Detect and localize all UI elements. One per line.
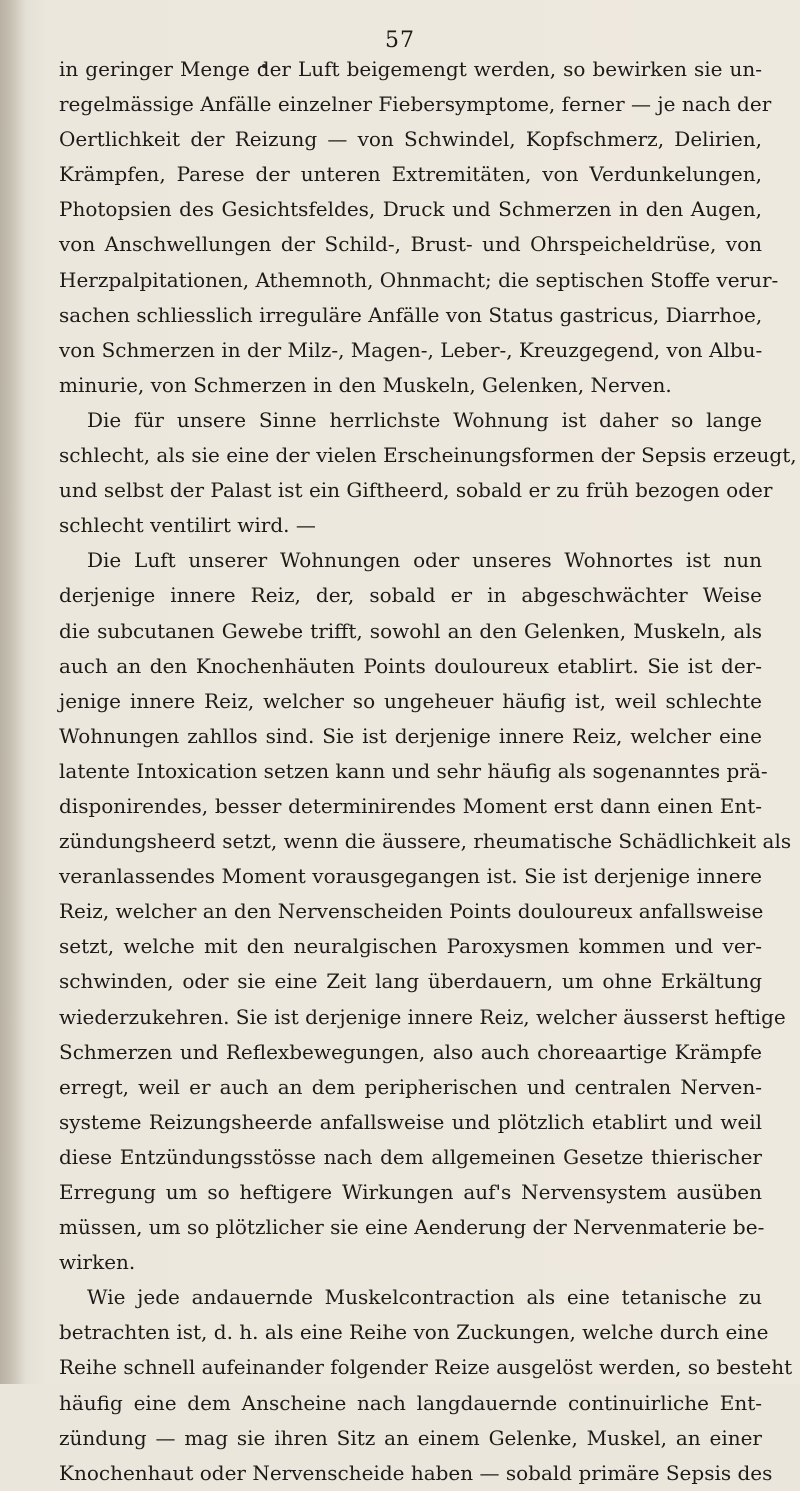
text-line: latente Intoxication setzen kann und sehr häufig als sogenanntes prä-	[59, 758, 768, 783]
text-line: disponirendes, besser determinirendes Moment erst dann einen Ent-	[59, 793, 762, 818]
page-number: 57	[385, 28, 415, 53]
text-line: diese Entzündungsstösse nach dem allgemeinen Gesetze thierischer	[59, 1144, 762, 1169]
paragraph-start-line: Die Luft unserer Wohnungen oder unseres Wohnortes ist nun	[87, 548, 762, 573]
paragraph-start-line: Wie jede andauernde Muskelcontraction als eine tetanische zu	[87, 1285, 762, 1310]
text-line: in geringer Menge der Luft beigemengt werden, so bewirken sie un-	[59, 57, 762, 81]
text-line: minurie, von Schmerzen in den Muskeln, Gelenken, Nerven.	[59, 372, 672, 397]
text-line: häufig eine dem Anscheine nach langdauernde continuirliche Ent-	[59, 1390, 762, 1415]
text-line: von Schmerzen in der Milz-, Magen-, Leber-, Kreuzgegend, von Albu-	[59, 337, 763, 362]
text-line: zündung — mag sie ihren Sitz an einem Gelenke, Muskel, an einer	[59, 1425, 762, 1450]
text-line: schwinden, oder sie eine Zeit lang überdauern, um ohne Erkältung	[59, 969, 762, 994]
text-line: Wohnungen zahllos sind. Sie ist derjenige innere Reiz, welcher eine	[59, 723, 762, 748]
text-line: und selbst der Palast ist ein Giftheerd, sobald er zu früh bezogen oder	[59, 478, 773, 503]
text-line: regelmässige Anfälle einzelner Fiebersymptome, ferner — je nach der	[59, 92, 772, 117]
text-line: Herzpalpitationen, Athemnoth, Ohnmacht; die septischen Stoffe verur-	[59, 267, 779, 292]
text-line: schlecht, als sie eine der vielen Erscheinungsformen der Sepsis erzeugt,	[59, 443, 797, 468]
page-gutter-shadow	[0, 0, 26, 1384]
text-line: Erregung um so heftigere Wirkungen auf's Nervensystem ausüben	[59, 1180, 762, 1204]
text-line: Oertlichkeit der Reizung — von Schwindel, Kopfschmerz, Delirien,	[59, 127, 762, 152]
text-line: systeme Reizungsheerde anfallsweise und plötzlich etablirt und weil	[59, 1109, 762, 1134]
text-line: jenige innere Reiz, welcher so ungeheuer häufig ist, weil schlechte	[59, 688, 762, 713]
text-line: auch an den Knochenhäuten Points douloureux etablirt. Sie ist der-	[59, 653, 762, 678]
text-line: die subcutanen Gewebe trifft, sowohl an den Gelenken, Muskeln, als	[59, 618, 762, 643]
text-line: betrachten ist, d. h. als eine Reihe von Zuckungen, welche durch eine	[59, 1320, 769, 1345]
text-line: Reiz, welcher an den Nervenscheiden Points douloureux anfallsweise	[59, 899, 764, 924]
text-line: müssen, um so plötzlicher sie eine Aenderung der Nervenmaterie be-	[59, 1215, 765, 1240]
text-line: wirken.	[59, 1250, 136, 1275]
text-line: von Anschwellungen der Schild-, Brust- und Ohrspeicheldrüse, von	[59, 232, 762, 257]
text-line: schlecht ventilirt wird. —	[59, 513, 316, 538]
text-line: veranlassendes Moment vorausgegangen ist. Sie ist derjenige innere	[59, 864, 762, 889]
paragraph-start-line: Die für unsere Sinne herrlichste Wohnung ist daher so lange	[87, 407, 762, 432]
text-line: erregt, weil er auch an dem peripherischen und centralen Nerven-	[59, 1074, 762, 1099]
body-text	[59, 52, 797, 1491]
text-line: Krämpfen, Parese der unteren Extremitäten, von Verdunkelungen,	[59, 162, 762, 187]
text-line: setzt, welche mit den neuralgischen Paroxysmen kommen und ver-	[59, 934, 762, 959]
text-line: wiederzukehren. Sie ist derjenige innere Reiz, welcher äusserst heftige	[59, 1004, 786, 1029]
text-line: zündungsheerd setzt, wenn die äussere, rheumatische Schädlichkeit als	[59, 829, 792, 854]
text-line: Knochenhaut oder Nervenscheide haben — sobald primäre Sepsis des	[59, 1460, 773, 1485]
text-line: sachen schliesslich irreguläre Anfälle von Status gastricus, Diarrhoe,	[59, 302, 763, 327]
text-line: Reihe schnell aufeinander folgender Reize ausgelöst werden, so besteht	[59, 1355, 793, 1380]
text-line: derjenige innere Reiz, der, sobald er in abgeschwächter Weise	[59, 583, 762, 608]
text-line: Photopsien des Gesichtsfeldes, Druck und Schmerzen in den Augen,	[59, 197, 762, 222]
text-line: Schmerzen und Reflexbewegungen, also auch choreaartige Krämpfe	[59, 1039, 762, 1064]
